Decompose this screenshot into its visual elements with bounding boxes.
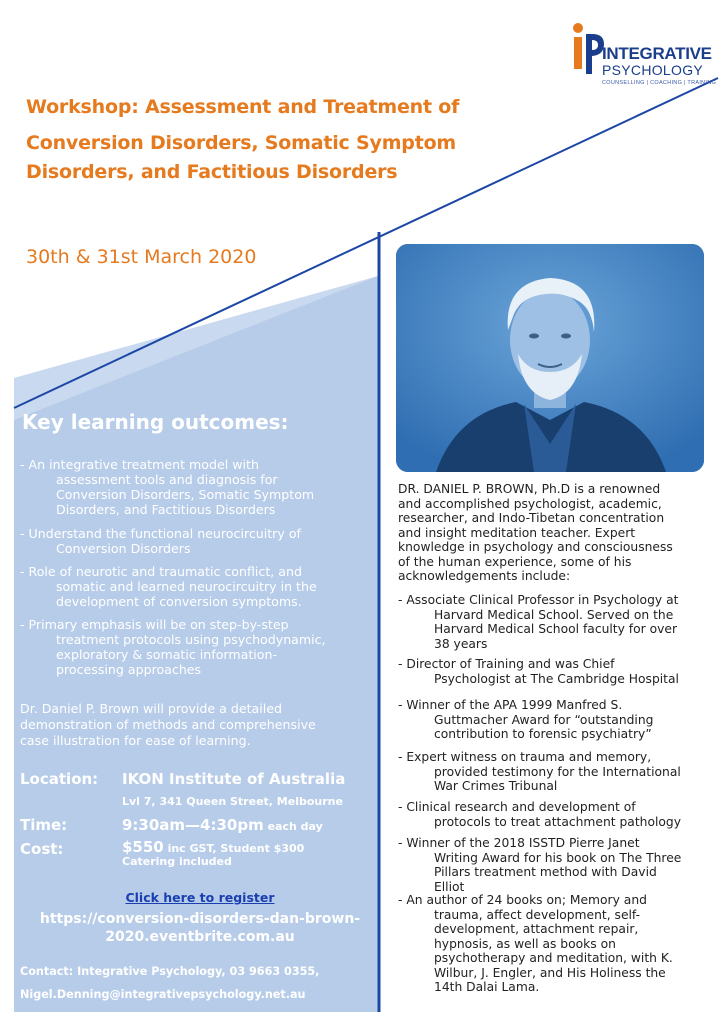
bio-item (398, 698, 653, 742)
speaker-photo (396, 244, 704, 472)
bio-intro-line: of the human experience, some of his (398, 554, 632, 569)
outcome-line: Conversion Disorders (56, 541, 191, 556)
time-label: Time: (20, 816, 68, 834)
outcome-line: - An integrative treatment model with (20, 457, 259, 472)
cost-suffix: inc GST, Student $300 (163, 842, 305, 855)
time-suffix: each day (263, 820, 323, 833)
bio-intro-line: knowledge in psychology and consciousness (398, 540, 673, 554)
bio-item-line: - Associate Clinical Professor in Psychology at (398, 593, 679, 607)
bio-item (398, 893, 673, 995)
cost-row (122, 838, 304, 856)
outcome-line: exploratory & somatic information- (56, 647, 278, 662)
outcome-item (20, 617, 326, 677)
cost-note: Catering included (122, 855, 232, 868)
bio-intro-line: DR. DANIEL P. BROWN, Ph.D is a renowned (398, 482, 661, 496)
bio-item-line: Psychologist at The Cambridge Hospital (434, 671, 679, 686)
demonstration-paragraph (20, 701, 316, 749)
ip-logo-mark-icon (572, 22, 606, 74)
bio-intro-line: researcher, and Indo-Tibetan concentration (398, 511, 665, 525)
bio-item (398, 657, 679, 686)
bio-item-line: - Clinical research and development of (398, 800, 636, 814)
bio-item-line: psychotherapy and meditation, with K. (434, 951, 673, 965)
bio-item (398, 836, 681, 894)
contact-line-1: Contact: Integrative Psychology, 03 9663 0355, (20, 965, 320, 978)
integrative-psychology-logo (572, 18, 717, 90)
outcome-line: treatment protocols using psychodynamic, (56, 632, 326, 647)
logo-wordmark-line2: PSYCHOLOGY (602, 62, 704, 78)
outcome-line: - Role of neurotic and traumatic conflict, and (20, 564, 302, 579)
bio-item-line: Elliot (434, 879, 465, 894)
outcome-line: - Understand the functional neurocircuitry of (20, 526, 301, 541)
cost-value: $550 (122, 838, 164, 856)
bio-intro-line: acknowledgements include: (398, 569, 571, 583)
bio-item-line: hypnosis, as well as books on (434, 936, 616, 951)
bio-intro-line: and insight meditation teacher. Expert (398, 525, 636, 540)
outcome-line: Disorders, and Factitious Disorders (56, 502, 276, 517)
bio-item-line: Wilbur, J. Engler, and His Holiness the (434, 965, 666, 980)
bio-item-line: 14th Dalai Lama. (434, 980, 540, 994)
headline-line-2: Conversion Disorders, Somatic Symptom (26, 132, 457, 154)
bio-item-line: - Winner of the APA 1999 Manfred S. (398, 698, 623, 712)
outcome-line: Conversion Disorders, Somatic Symptom (56, 487, 315, 502)
bio-item-line: trauma, affect development, self- (434, 907, 641, 922)
logo-wordmark-line1: INTEGRATIVE (602, 44, 712, 63)
location-label: Location: (20, 770, 99, 788)
bio-item-line: Harvard Medical School. Served on the (434, 607, 674, 622)
outcome-line: processing approaches (56, 662, 202, 677)
bio-item-line: - Expert witness on trauma and memory, (398, 750, 652, 764)
outcome-line: development of conversion symptoms. (56, 594, 302, 609)
bio-item-line: Writing Award for his book on The Three (434, 850, 682, 865)
outcome-item (20, 564, 317, 609)
demo-line: demonstration of methods and comprehensive (20, 717, 316, 732)
headline-line-3: Disorders, and Factitious Disorders (26, 161, 398, 183)
bio-item-line: Harvard Medical School faculty for over (434, 622, 678, 636)
location-address: Lvl 7, 341 Queen Street, Melbourne (122, 795, 343, 808)
speaker-portrait-illustration (396, 244, 704, 472)
outcome-line: - Primary emphasis will be on step-by-step (20, 617, 289, 632)
bio-item-line: provided testimony for the International (434, 764, 681, 779)
time-value: 9:30am—4:30pm (122, 816, 264, 834)
logo-tagline: COUNSELLING | COACHING | TRAINING (602, 80, 717, 86)
bio-item-line: War Crimes Tribunal (434, 779, 558, 793)
bio-item-line: - Director of Training and was Chief (398, 657, 615, 671)
bio-item-line: 38 years (434, 636, 488, 651)
outcome-item (20, 457, 314, 517)
bio-item-line: development, attachment repair, (434, 922, 639, 936)
bio-item-line: Guttmacher Award for “outstanding (434, 712, 654, 727)
contact-email[interactable]: Nigel.Denning@integrativepsychology.net.au (20, 988, 306, 1001)
key-outcomes-title: Key learning outcomes: (22, 410, 289, 434)
outcome-line: somatic and learned neurocircuitry in the (56, 579, 317, 594)
register-url-line-1[interactable]: https://conversion-disorders-dan-brown- (39, 911, 361, 927)
bio-item (398, 800, 681, 829)
outcome-item (20, 526, 301, 556)
bio-item-line: Pillars treatment method with David (434, 865, 657, 879)
bio-item-line: - Winner of the 2018 ISSTD Pierre Janet (398, 836, 640, 850)
bio-intro (398, 482, 673, 584)
location-value: IKON Institute of Australia (122, 770, 346, 788)
bio-item-line: contribution to forensic psychiatry” (434, 727, 652, 741)
time-row (122, 816, 323, 834)
register-url-line-2[interactable]: 2020.eventbrite.com.au (105, 929, 295, 945)
bio-item (398, 593, 678, 651)
bio-intro-line: and accomplished psychologist, academic, (398, 496, 662, 511)
bio-item-line: - An author of 24 books on; Memory and (398, 893, 647, 907)
headline-line-1: Workshop: Assessment and Treatment of (26, 96, 460, 118)
bio-item (398, 750, 681, 794)
outcome-line: assessment tools and diagnosis for (56, 472, 278, 487)
demo-line: case illustration for ease of learning. (20, 733, 251, 748)
demo-line: Dr. Daniel P. Brown will provide a detailed (20, 701, 282, 716)
workshop-date: 30th & 31st March 2020 (26, 246, 257, 268)
cost-label: Cost: (20, 840, 64, 858)
register-link[interactable]: Click here to register (125, 890, 275, 905)
bio-item-line: protocols to treat attachment pathology (434, 814, 682, 829)
